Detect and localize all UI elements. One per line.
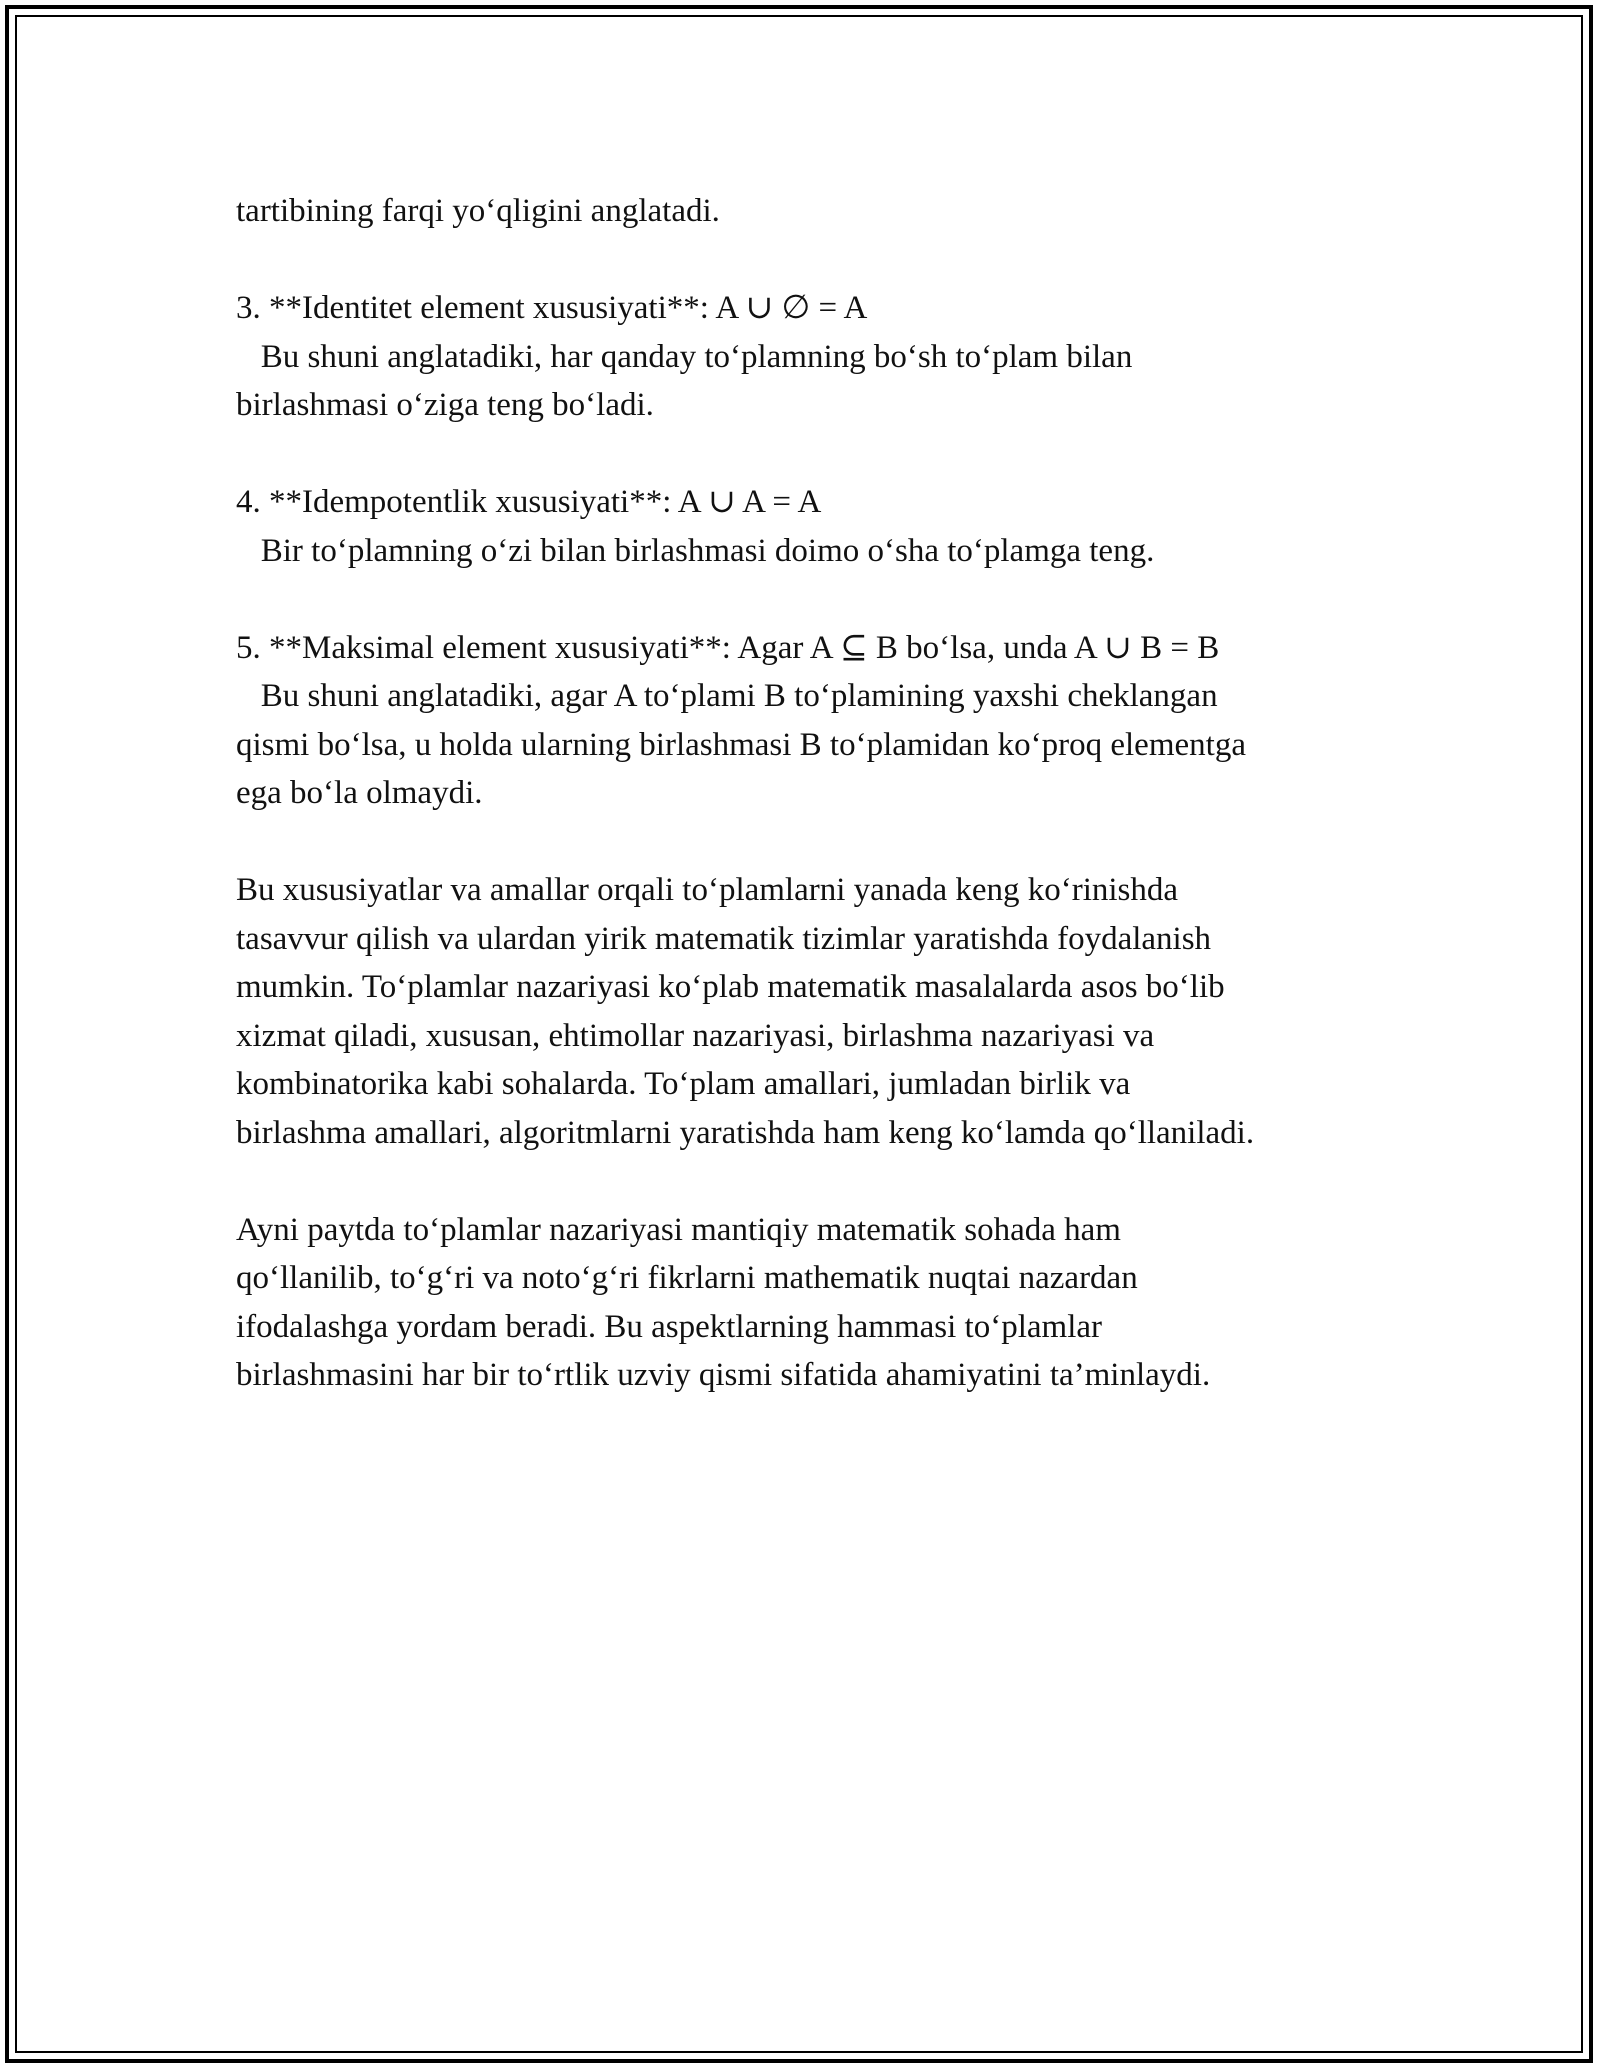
text-line: Bu xususiyatlar va amallar orqali to‘plamlarni yanada keng ko‘rinishda [236, 872, 1179, 908]
paragraph-logic [236, 1206, 1416, 1400]
paragraph-intro-tail [236, 187, 1416, 236]
text-line: birlashmasini har bir to‘rtlik uzviy qismi sifatida ahamiyatini ta’minlaydi. [236, 1357, 1211, 1393]
text-line: Ayni paytda to‘plamlar nazariyasi mantiqiy matematik sohada ham [236, 1211, 1121, 1248]
paragraph-identity-property [236, 284, 1416, 430]
text-line: Bu shuni anglatadiki, agar A to‘plami B to‘plamining yaxshi cheklangan [236, 678, 1218, 714]
paragraph-gap [236, 575, 1416, 624]
text-line: kombinatorika kabi sohalarda. To‘plam amallari, jumladan birlik va [236, 1066, 1131, 1102]
paragraph-applications [236, 866, 1416, 1157]
text-line: Bir to‘plamning o‘zi bilan birlashmasi doimo o‘sha to‘plamga teng. [236, 532, 1155, 569]
text-line: tasavvur qilish va ulardan yirik matematik tizimlar yaratishda foydalanish [236, 920, 1212, 957]
text-line: birlashmasi o‘ziga teng bo‘ladi. [236, 387, 654, 423]
text-line: Bu shuni anglatadiki, har qanday to‘plamning bo‘sh to‘plam bilan [236, 338, 1133, 375]
text-line: 4. **Idempotentlik xususiyati**: A ∪ A = A [236, 484, 822, 520]
text-line: qismi bo‘lsa, u holda ularning birlashmasi B to‘plamidan ko‘proq elementga [236, 726, 1246, 763]
paragraph-maximal-property [236, 624, 1416, 818]
text-line: 5. **Maksimal element xususiyati**: Agar A ⊆ B bo‘lsa, unda A ∪ B = B [236, 629, 1220, 666]
paragraph-gap [236, 236, 1416, 285]
paragraph-gap [236, 430, 1416, 479]
text-line: mumkin. To‘plamlar nazariyasi ko‘plab matematik masalalarda asos bo‘lib [236, 969, 1225, 1005]
text-line: tartibining farqi yo‘qligini anglatadi. [236, 193, 720, 229]
document-body [236, 187, 1416, 1400]
text-line: 3. **Identitet element xususiyati**: A ∪ ∅ = A [236, 290, 868, 326]
text-line: ifodalashga yordam beradi. Bu aspektlarning hammasi to‘plamlar [236, 1308, 1102, 1345]
text-line: qo‘llanilib, to‘g‘ri va noto‘g‘ri fikrlarni mathematik nuqtai nazardan [236, 1260, 1138, 1296]
paragraph-gap [236, 818, 1416, 867]
paragraph-gap [236, 1157, 1416, 1206]
paragraph-idempotent-property [236, 478, 1416, 575]
text-line: xizmat qiladi, xususan, ehtimollar nazariyasi, birlashma nazariyasi va [236, 1017, 1155, 1054]
text-line: ega bo‘la olmaydi. [236, 775, 483, 811]
text-line: birlashma amallari, algoritmlarni yaratishda ham keng ko‘lamda qo‘llaniladi. [236, 1114, 1255, 1151]
